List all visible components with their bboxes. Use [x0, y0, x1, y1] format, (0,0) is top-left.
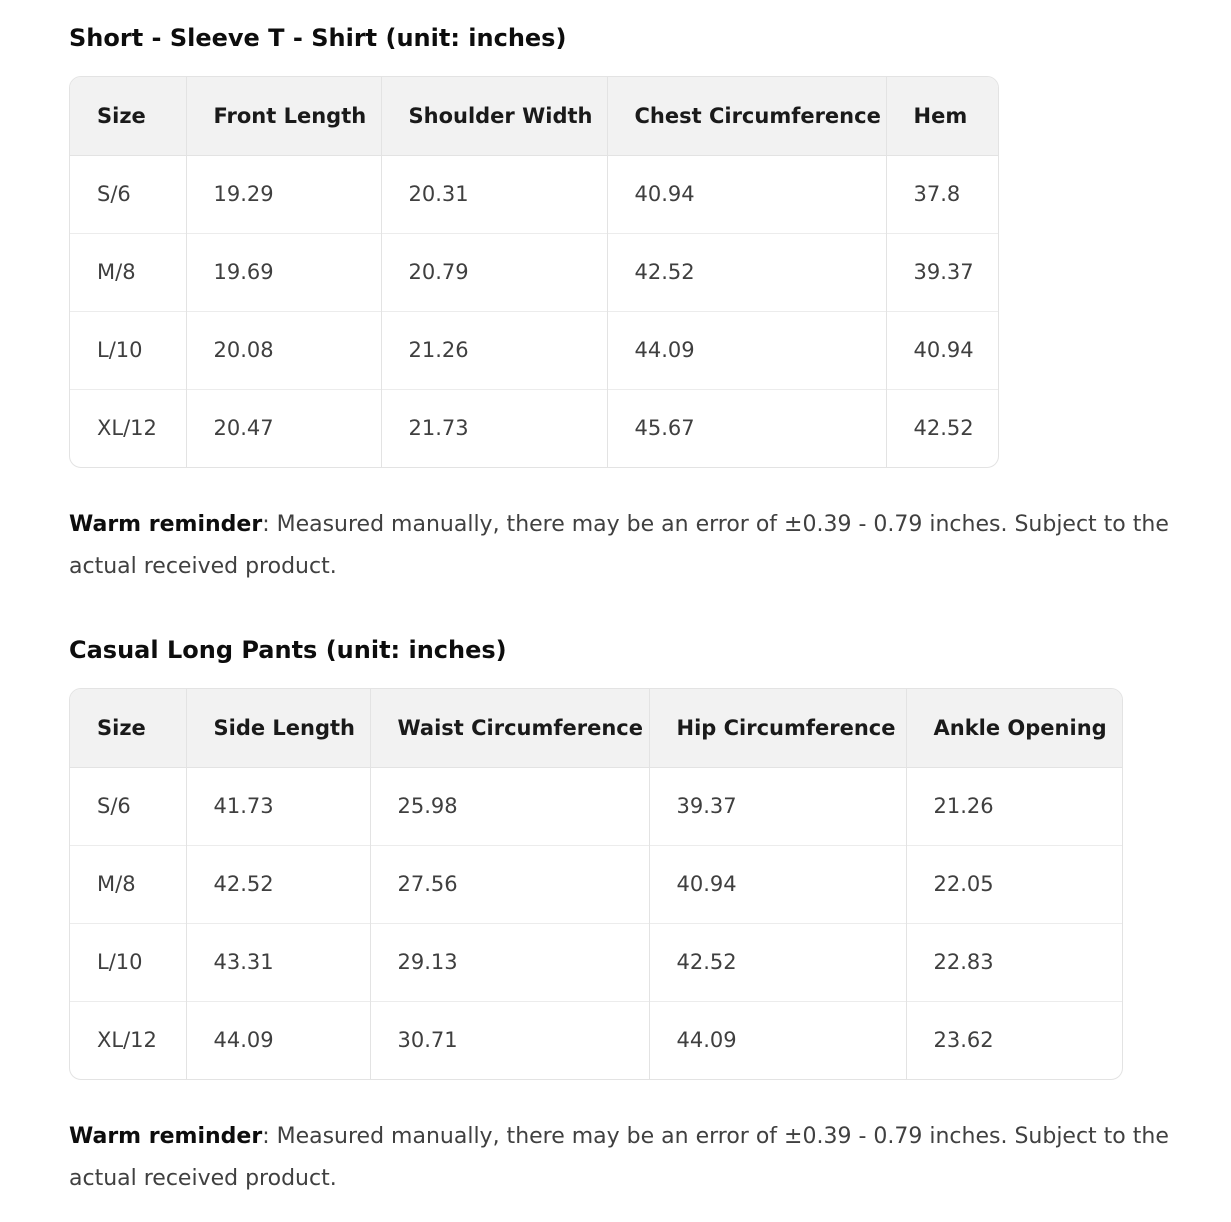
table-row	[70, 923, 1122, 1001]
table-row	[70, 311, 998, 389]
tshirt-size-table	[69, 76, 999, 468]
table-cell: 44.09	[607, 311, 886, 389]
column-header-shoulder-width: Shoulder Width	[381, 77, 607, 155]
table-cell: S/6	[97, 794, 131, 818]
column-header-front-length: Front Length	[186, 77, 381, 155]
table-header-row	[70, 689, 1122, 767]
table-cell: 29.13	[370, 923, 649, 1001]
table-cell: 40.94	[649, 845, 906, 923]
table-cell: 40.94	[607, 155, 886, 233]
column-header-hem: Hem	[886, 77, 998, 155]
table-row	[70, 233, 998, 311]
table-cell: 42.52	[886, 389, 998, 467]
column-header-ankle-opening: Ankle Opening	[906, 689, 1122, 767]
table-cell: S/6	[97, 182, 131, 206]
table-cell: 21.73	[381, 389, 607, 467]
table-cell: 44.09	[186, 1001, 370, 1079]
table-row	[70, 1001, 1122, 1079]
reminder-text: : Measured manually, there may be an error of ±0.39 - 0.79 inches. Subject to the actual received product.	[69, 512, 1169, 579]
table-cell: 42.52	[186, 845, 370, 923]
table-row	[70, 767, 1122, 845]
table-cell: 40.94	[886, 311, 998, 389]
column-header-hip-circumference: Hip Circumference	[649, 689, 906, 767]
table-cell: 20.47	[186, 389, 381, 467]
table-cell: 37.8	[886, 155, 998, 233]
table-cell: M/8	[70, 845, 186, 923]
table-cell: 19.29	[186, 155, 381, 233]
tshirt-section-title: Short - Sleeve T - Shirt (unit: inches)	[69, 24, 567, 52]
reminder-text: : Measured manually, there may be an error of ±0.39 - 0.79 inches. Subject to the actual received product.	[69, 1124, 1169, 1191]
reminder-label: Warm reminder	[69, 512, 263, 537]
table-cell: XL/12	[70, 389, 186, 467]
column-header-side-length: Side Length	[186, 689, 370, 767]
table-cell: 21.26	[906, 767, 1122, 845]
pants-section-title: Casual Long Pants (unit: inches)	[69, 636, 507, 664]
table-cell: 25.98	[370, 767, 649, 845]
column-header-size: Size	[70, 689, 186, 767]
table-cell: 39.37	[649, 767, 906, 845]
table-cell: M/8	[70, 233, 186, 311]
table-row	[70, 389, 998, 467]
table-cell: 22.05	[906, 845, 1122, 923]
table-cell: 45.67	[607, 389, 886, 467]
column-header-chest-circumference: Chest Circumference	[607, 77, 886, 155]
table-cell: 22.83	[906, 923, 1122, 1001]
reminder-label: Warm reminder	[69, 1124, 263, 1149]
table-cell: 39.37	[886, 233, 998, 311]
table-cell: 43.31	[186, 923, 370, 1001]
table-cell: 20.31	[381, 155, 607, 233]
table-row	[70, 155, 998, 233]
table-cell: 42.52	[607, 233, 886, 311]
pants-reminder	[69, 1116, 1179, 1200]
table-cell: L/10	[70, 311, 186, 389]
table-header-row	[70, 77, 998, 155]
table-cell: 20.79	[381, 233, 607, 311]
tshirt-reminder	[69, 504, 1179, 588]
table-cell: 21.26	[381, 311, 607, 389]
table-cell: 19.69	[186, 233, 381, 311]
column-header-waist-circumference: Waist Circumference	[370, 689, 649, 767]
table-cell: 20.08	[186, 311, 381, 389]
pants-size-table	[69, 688, 1123, 1080]
table-cell: 44.09	[649, 1001, 906, 1079]
table-cell: 27.56	[370, 845, 649, 923]
table-cell: L/10	[70, 923, 186, 1001]
table-row	[70, 845, 1122, 923]
table-cell: 42.52	[649, 923, 906, 1001]
table-cell: 41.73	[186, 767, 370, 845]
table-cell: 23.62	[906, 1001, 1122, 1079]
column-header-size: Size	[70, 77, 186, 155]
table-cell: XL/12	[70, 1001, 186, 1079]
table-cell: 30.71	[370, 1001, 649, 1079]
